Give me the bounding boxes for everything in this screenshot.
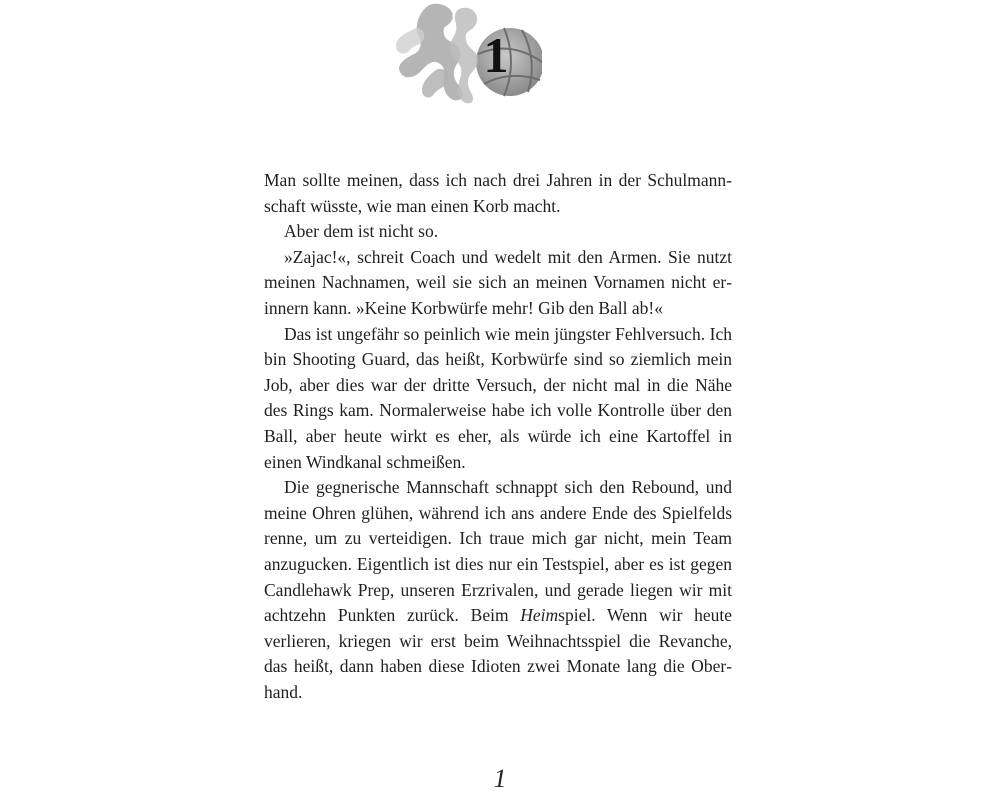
chapter-emblem	[392, 0, 542, 108]
paragraph: »Zajac!«, schreit Coach und wedelt mit den Armen. Sie nutzt meinen Nachnamen, weil sie sich an meinen Vornamen nicht erinnern kann. »Keine Korbwürfe mehr! Gib den Ball ab!«	[264, 246, 732, 318]
paragraph-text: Die gegnerische Mannschaft schnappt sich den Rebound, und meine Ohren glühen, während ich ans andere Ende des Spielfelds renne, um zu verteidigen. Ich traue mich gar nicht, mein Team anzugucken. Eigentlich ist dies nur ein Testspiel, aber es ist gegen Candlehawk Prep, unseren Erzrivalen, und gerade liegen wir mit achtzehn Punkten zurück. Beim	[264, 477, 732, 626]
page-number: 1	[493, 764, 507, 793]
paragraph	[264, 475, 732, 705]
paragraph: Das ist ungefähr so peinlich wie mein jüngster Fehlversuch. Ich bin Shooting Guard, das heißt, Korbwürfe sind so ziemlich mein Job, aber dies war der dritte Versuch, der nicht mal in die Nähe des Rings kam. Normalerweise habe ich volle Kontrolle über den Ball, aber heute wirkt es eher, als würde ich eine Kartoffel in einen Windkanal schmeißen.	[264, 323, 732, 472]
paragraph: Aber dem ist nicht so.	[284, 221, 439, 242]
hand-holding-basketball-icon	[392, 0, 542, 108]
emphasized-word: Heim	[520, 605, 559, 626]
paragraph: Man sollte meinen, dass ich nach drei Jahren in der Schulmannschaft wüsste, wie man einen Korb macht.	[264, 170, 732, 216]
paragraph-text: spiel. Wenn wir heute verlieren, kriegen wir erst beim Weihnachtsspiel die Revanche, das heißt, dann haben diese Idioten zwei Monate lang die Oberhand.	[264, 605, 732, 702]
chapter-number: 1	[483, 27, 509, 83]
page-body-text	[264, 168, 732, 705]
